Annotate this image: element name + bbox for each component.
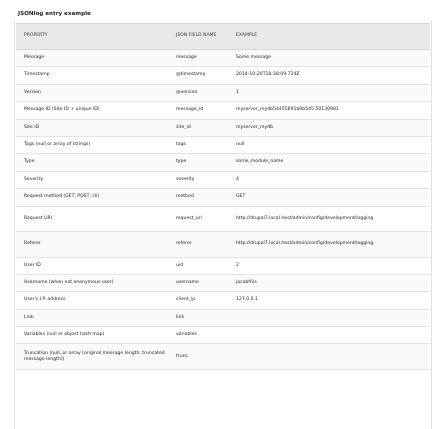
cell-field: trunc xyxy=(168,344,228,370)
cell-property: Variables (null or object hash map) xyxy=(16,327,168,344)
cell-field: request_uri xyxy=(168,206,228,232)
cell-example: 4 xyxy=(228,171,430,188)
cell-example: http://drupal7.local.host/admin/config/development/logging xyxy=(228,232,430,258)
table-row xyxy=(16,102,430,119)
cell-example xyxy=(228,327,430,344)
table-row xyxy=(16,292,430,309)
cell-property: Request URI xyxy=(16,206,168,232)
cell-property: Type xyxy=(16,154,168,171)
cell-property: Link xyxy=(16,309,168,326)
cell-field: tags xyxy=(168,136,228,153)
cell-example: some_module_name xyxy=(228,154,430,171)
table-row xyxy=(16,84,430,101)
cell-property: Message xyxy=(16,50,168,67)
table-row xyxy=(16,154,430,171)
table-row xyxy=(16,50,430,67)
column-header-example: EXAMPLE xyxy=(228,24,430,50)
cell-field: message_id xyxy=(168,102,228,119)
cell-example: null xyxy=(228,136,430,153)
table-row xyxy=(16,136,430,153)
cell-property: Version xyxy=(16,84,168,101)
cell-property: Site ID xyxy=(16,119,168,136)
cell-property: Message ID (Site ID + unique ID) xyxy=(16,102,168,119)
cell-example: http://drupal7.local.host/admin/config/development/logging xyxy=(228,206,430,232)
cell-field: message xyxy=(168,50,228,67)
cell-example: 2 xyxy=(228,257,430,274)
cell-property: User's I.P. address xyxy=(16,292,168,309)
cell-field: uid xyxy=(168,257,228,274)
cell-field: referer xyxy=(168,232,228,258)
cell-property: User ID xyxy=(16,257,168,274)
cell-field: site_id xyxy=(168,119,228,136)
cell-property: Referer xyxy=(16,232,168,258)
cell-property: Truncation (null, or array [original message length, truncated message length]) xyxy=(16,344,168,370)
cell-field: link xyxy=(168,309,228,326)
cell-field: @timestamp xyxy=(168,67,228,84)
table-row xyxy=(16,309,430,326)
cell-field: variables xyxy=(168,327,228,344)
cell-property: Timestamp xyxy=(16,67,168,84)
table-row xyxy=(16,344,430,370)
table-body xyxy=(16,50,430,370)
cell-example: 1 xyxy=(228,84,430,101)
table-row xyxy=(16,327,430,344)
cell-example: jacobfriis xyxy=(228,274,430,291)
cell-example: myserver_mydb54455691b0b545.50130981 xyxy=(228,102,430,119)
column-header-field: JSON FIELD NAME xyxy=(168,24,228,50)
cell-example xyxy=(228,344,430,370)
table-row xyxy=(16,119,430,136)
cell-example: myserver_mydb xyxy=(228,119,430,136)
cell-example: 127.0.0.1 xyxy=(228,292,430,309)
table-row xyxy=(16,189,430,206)
cell-property: Tags (null or array of strings) xyxy=(16,136,168,153)
cell-field: client_ip xyxy=(168,292,228,309)
jsonlog-table xyxy=(16,23,430,370)
cell-example: 2014-10-20T18:38:09.724Z xyxy=(228,67,430,84)
cell-property: Username (when not anonymous user) xyxy=(16,274,168,291)
table-header xyxy=(16,24,430,50)
column-header-property: PROPERTY xyxy=(16,24,168,50)
cell-property: Request method (GET, POST, cli) xyxy=(16,189,168,206)
cell-field: type xyxy=(168,154,228,171)
table-row xyxy=(16,257,430,274)
table-row xyxy=(16,274,430,291)
table-row xyxy=(16,171,430,188)
cell-field: method xyxy=(168,189,228,206)
table-row xyxy=(16,206,430,232)
cell-property: Severity xyxy=(16,171,168,188)
cell-example: GET xyxy=(228,189,430,206)
cell-field: severity xyxy=(168,171,228,188)
table-row xyxy=(16,232,430,258)
cell-example xyxy=(228,309,430,326)
cell-field: username xyxy=(168,274,228,291)
cell-example: Some message xyxy=(228,50,430,67)
table-caption: JSONlog entry example xyxy=(18,11,91,17)
cell-field: @version xyxy=(168,84,228,101)
table-row xyxy=(16,67,430,84)
